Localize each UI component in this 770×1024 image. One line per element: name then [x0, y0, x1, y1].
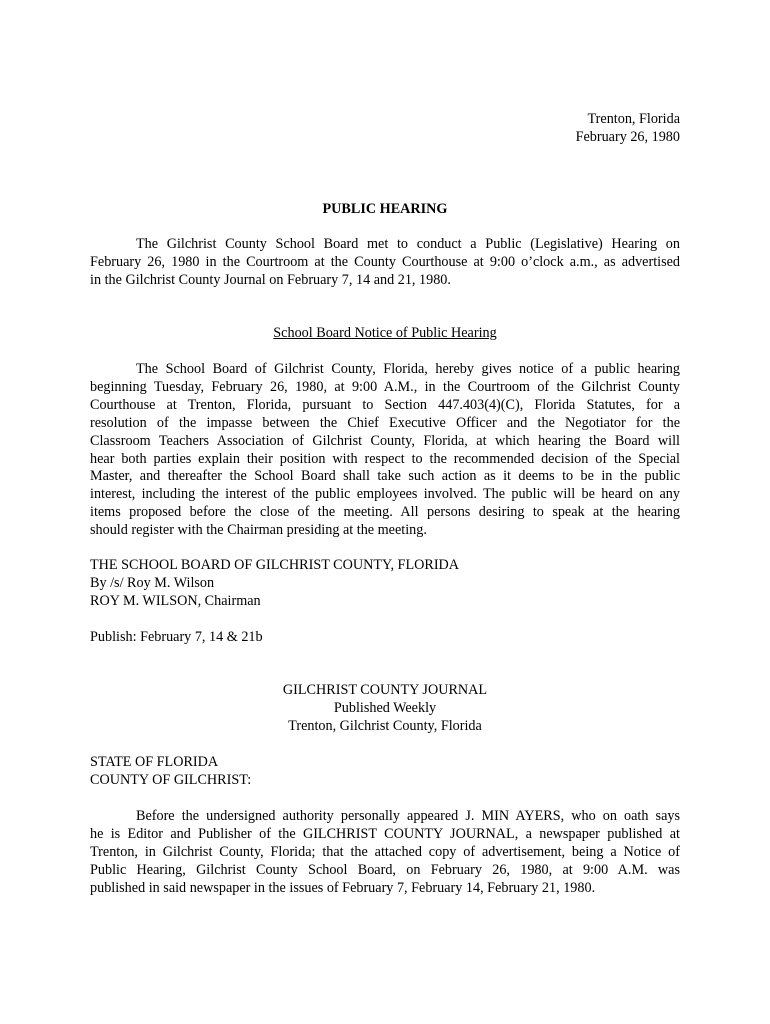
notice-heading	[90, 325, 680, 343]
signature-board: THE SCHOOL BOARD OF GILCHRIST COUNTY, FLORIDA	[90, 557, 460, 573]
signature-by: By /s/ Roy M. Wilson	[90, 574, 215, 591]
intro-line: The Gilchrist County School Board met to conduct a Public (Legislative) Hearing on	[136, 236, 680, 252]
venue-block	[90, 754, 680, 790]
county-line: COUNTY OF GILCHRIST:	[90, 771, 252, 788]
journal-name: GILCHRIST COUNTY JOURNAL	[282, 682, 488, 698]
document-page	[90, 0, 680, 1024]
dateline-date: February 26, 1980	[575, 128, 680, 145]
journal-header	[90, 682, 680, 736]
intro-line: February 26, 1980 in the Courtroom at the County Courthouse at 9:00 o’clock a.m., as advertised	[90, 253, 680, 270]
page-title: PUBLIC HEARING	[322, 201, 448, 217]
notice-paragraph	[90, 361, 680, 540]
notice-line: Courthouse at Trenton, Florida, pursuant to Section 447.403(4)(C), Florida Statutes, for a	[90, 396, 680, 413]
signature-name: ROY M. WILSON, Chairman	[90, 592, 261, 609]
notice-line: items proposed before the close of the meeting. All persons desiring to speak at the hearing	[90, 504, 680, 521]
state-line: STATE OF FLORIDA	[90, 754, 219, 770]
notice-line: resolution of the impasse between the Chief Executive Officer and the Negotiator for the	[90, 414, 680, 431]
dateline	[576, 111, 680, 147]
notice-line: Master, and thereafter the School Board shall take such action as it deems to be in the public	[90, 468, 680, 485]
affidavit-line: Trenton, in Gilchrist County, Florida; that the attached copy of advertisement, being a Notice of	[90, 843, 680, 860]
publish-line: Publish: February 7, 14 & 21b	[90, 629, 263, 645]
notice-line: interest, including the interest of the public employees involved. The public will be heard on any	[90, 486, 680, 503]
dateline-location: Trenton, Florida	[587, 111, 680, 127]
notice-line: should register with the Chairman presiding at the meeting.	[90, 522, 427, 539]
notice-line: hear both parties explain their position with respect to the recommended decision of the Special	[90, 450, 680, 467]
notice-line: beginning Tuesday, February 26, 1980, at 9:00 A.M., in the Courtroom of the Gilchrist County	[90, 378, 680, 395]
affidavit-line: he is Editor and Publisher of the GILCHRIST COUNTY JOURNAL, a newspaper published at	[90, 825, 680, 842]
notice-line: The School Board of Gilchrist County, Florida, hereby gives notice of a public hearing	[136, 361, 680, 377]
intro-paragraph	[90, 236, 680, 290]
affidavit-paragraph	[90, 808, 680, 898]
signature-block	[90, 557, 680, 611]
notice-heading-text: School Board Notice of Public Hearing	[273, 325, 497, 341]
affidavit-line: published in said newspaper in the issues of February 7, February 14, February 21, 1980.	[90, 879, 596, 896]
notice-line: Classroom Teachers Association of Gilchrist County, Florida, at which hearing the Board will	[90, 432, 680, 449]
intro-line: in the Gilchrist County Journal on February 7, 14 and 21, 1980.	[90, 271, 451, 288]
journal-location: Trenton, Gilchrist County, Florida	[288, 717, 482, 734]
affidavit-line: Public Hearing, Gilchrist County School Board, on February 26, 1980, at 9:00 A.M. was	[90, 861, 680, 878]
journal-frequency: Published Weekly	[333, 699, 437, 716]
affidavit-line: Before the undersigned authority personally appeared J. MIN AYERS, who on oath says	[136, 808, 680, 824]
